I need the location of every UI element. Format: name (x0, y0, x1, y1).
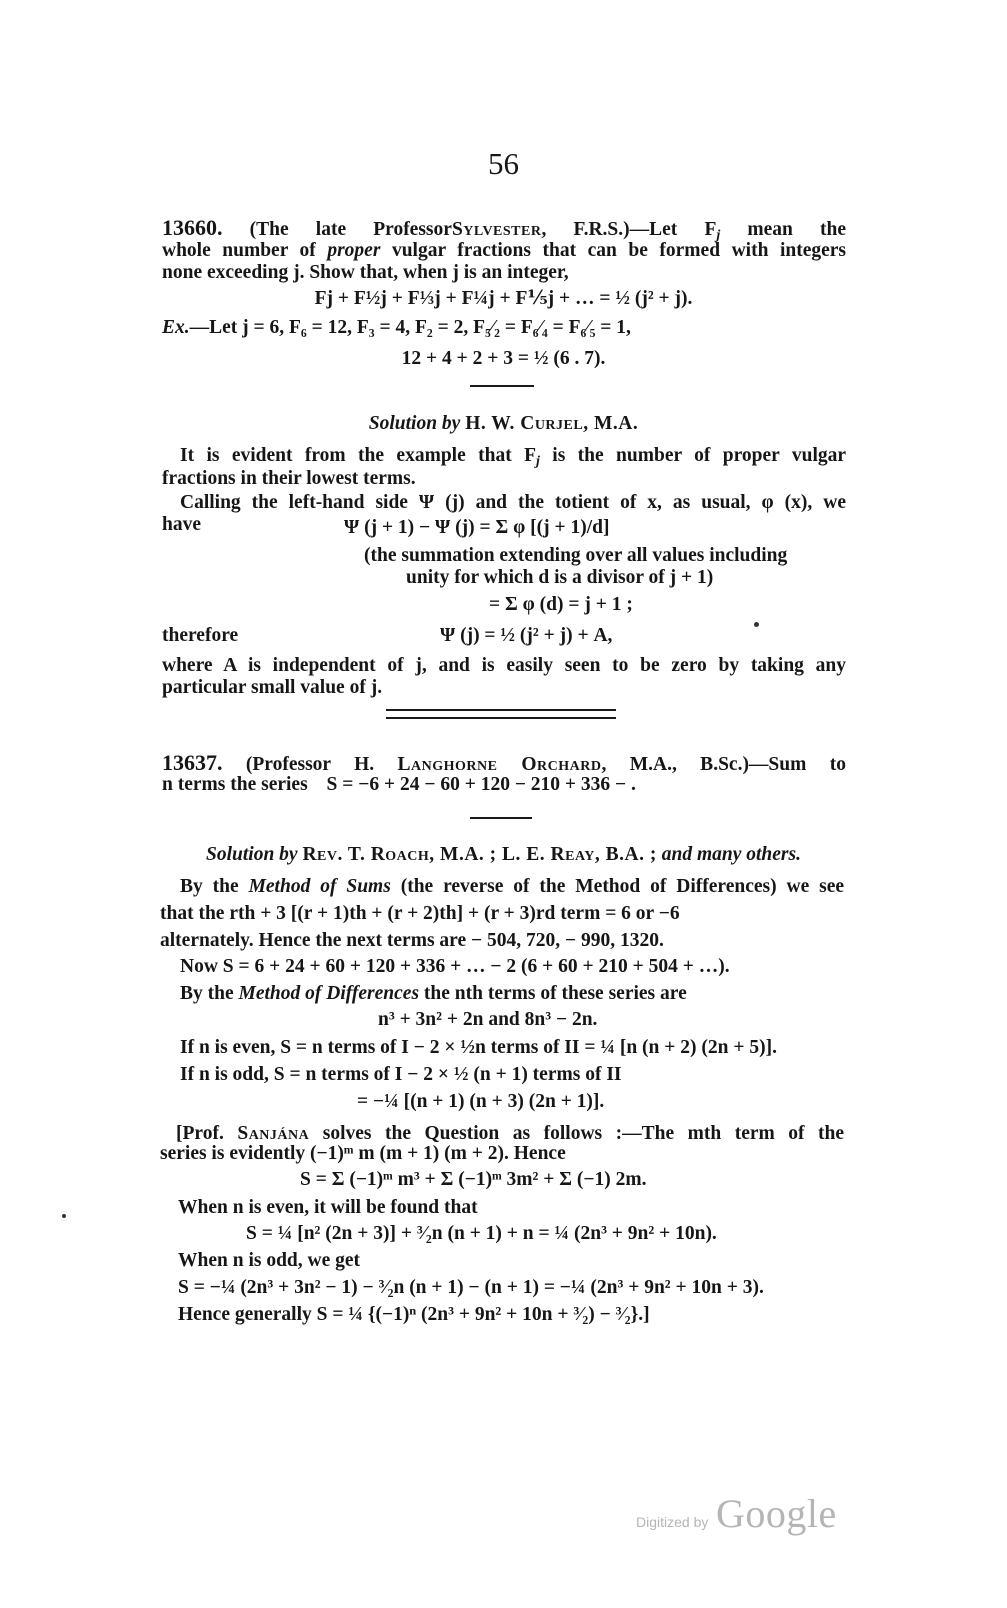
equation-1: Ψ (j + 1) − Ψ (j) = Σ φ [(j + 1)/d] (344, 517, 610, 538)
question-number: 13660. (162, 215, 223, 240)
sanjana-general-result: Hence generally S = ¼ {(−1)ⁿ (2n³ + 9n² + 10n + ³⁄₂) − ³⁄₂}.] (178, 1304, 650, 1325)
section-rule (470, 817, 532, 819)
question-13637-line-1: 13637. (Professor H. Langhorne Orchard, M.A., B.Sc.)—Sum to (162, 750, 846, 775)
solution-1-line-4: where A is independent of j, and is easily seen to be zero by taking any (162, 655, 846, 676)
equation-3: Ψ (j) = ½ (j² + j) + A, (440, 625, 613, 646)
question-number: 13637. (162, 750, 223, 775)
ink-speck (62, 1214, 66, 1218)
google-logo: Google (716, 1491, 837, 1536)
example-sum: 12 + 4 + 2 + 3 = ½ (6 . 7). (401, 348, 606, 369)
question-13637-line-2: n terms the series S = −6 + 24 − 60 + 120 − 210 + 336 − . (162, 774, 636, 795)
solution-1-line-2: fractions in their lowest terms. (162, 468, 416, 489)
question-13660-line-2: whole number of proper vulgar fractions that can be formed with integers (162, 240, 846, 261)
solution-2-odd-result: = −¼ [(n + 1) (n + 3) (2n + 1)]. (357, 1091, 605, 1112)
sanjana-line-1: [Prof. Sanjána solves the Question as follows :—The mth term of the (176, 1123, 845, 1144)
solution-2-line-4: Now S = 6 + 24 + 60 + 120 + 336 + … − 2 (6 + 60 + 210 + 504 + …). (180, 956, 730, 977)
solution-2-series-terms: n³ + 3n² + 2n and 8n³ − 2n. (378, 1009, 598, 1030)
solution-2-line-2: that the rth + 3 [(r + 1)th + (r + 2)th] + (r + 3)rd term = 6 or −6 (160, 903, 680, 924)
page-number: 56 (488, 146, 519, 181)
question-13660-line-1: 13660. (The late ProfessorSylvester, F.R.S.)—Let $F_j$ mean the (162, 215, 847, 243)
question-13660-line-3: none exceeding j. Show that, when j is an integer, (162, 262, 569, 283)
summation-note-1: (the summation extending over all values including (364, 545, 788, 566)
solution-1-line-5: particular small value of j. (162, 677, 383, 698)
section-rule (470, 385, 534, 387)
sanjana-sum: S = Σ (−1)ᵐ m³ + Σ (−1)ᵐ 3m² + Σ (−1) 2m. (300, 1169, 647, 1190)
solution-1-line-1: It is evident from the example that $F_j$ is the number of proper vulgar (180, 445, 847, 469)
solution-2-byline: Solution by Rev. T. Roach, M.A. ; L. E. Reay, B.A. ; and many others. (206, 844, 801, 865)
solution-2-line-3: alternately. Hence the next terms are − 504, 720, − 990, 1320. (160, 930, 664, 951)
section-double-rule (386, 709, 616, 719)
digitized-by-google-watermark: Digitized by Google (636, 1491, 837, 1536)
solution-1-byline: Solution by H. W. Curjel, M.A. (368, 413, 639, 434)
solution-2-line-1: By the Method of Sums (the reverse of the Method of Differences) we see (180, 876, 845, 897)
sanjana-even-result: S = ¼ [n² (2n + 3)] + ³⁄₂n (n + 1) + n = ¼ (2n³ + 9n² + 10n). (246, 1223, 717, 1244)
sanjana-even-intro: When n is even, it will be found that (178, 1197, 478, 1218)
author-name: Langhorne Orchard (397, 754, 602, 775)
sanjana-odd-result: S = −¼ (2n³ + 3n² − 1) − ³⁄₂n (n + 1) − (n + 1) = −¼ (2n³ + 9n² + 10n + 3). (178, 1277, 764, 1298)
author-name: Sylvester (451, 219, 542, 240)
solution-1-line-3: Calling the left-hand side Ψ (j) and the totient of x, as usual, φ (x), we (180, 492, 846, 513)
solution-2-odd-case: If n is odd, S = n terms of I − 2 × ½ (n + 1) terms of II (180, 1064, 622, 1085)
question-13660-formula: Fj + F½j + F⅓j + F¼j + F⅕j + … = ½ (j² + j). (314, 288, 693, 309)
example-line: Ex.—Let j = 6, F₆ = 12, F₃ = 4, F₂ = 2, F₅⁄₂ = F₆⁄₄ = F₆⁄₅ = 1, (162, 317, 631, 338)
therefore-label: therefore (162, 625, 239, 646)
solution-2-line-5: By the Method of Differences the nth terms of these series are (180, 983, 687, 1004)
equation-2: = Σ φ (d) = j + 1 ; (489, 594, 633, 615)
series-formula: S = −6 + 24 − 60 + 120 − 210 + 336 − . (326, 774, 636, 795)
sanjana-line-2: series is evidently (−1)ᵐ m (m + 1) (m + 2). Hence (160, 1143, 566, 1164)
ink-speck (754, 622, 759, 627)
solution-2-even-case: If n is even, S = n terms of I − 2 × ½n terms of II = ¼ [n (n + 2) (2n + 5)]. (180, 1037, 777, 1058)
summation-note-2: unity for which d is a divisor of j + 1) (406, 567, 714, 588)
sanjana-odd-intro: When n is odd, we get (178, 1250, 361, 1271)
have-label: have (162, 514, 201, 535)
